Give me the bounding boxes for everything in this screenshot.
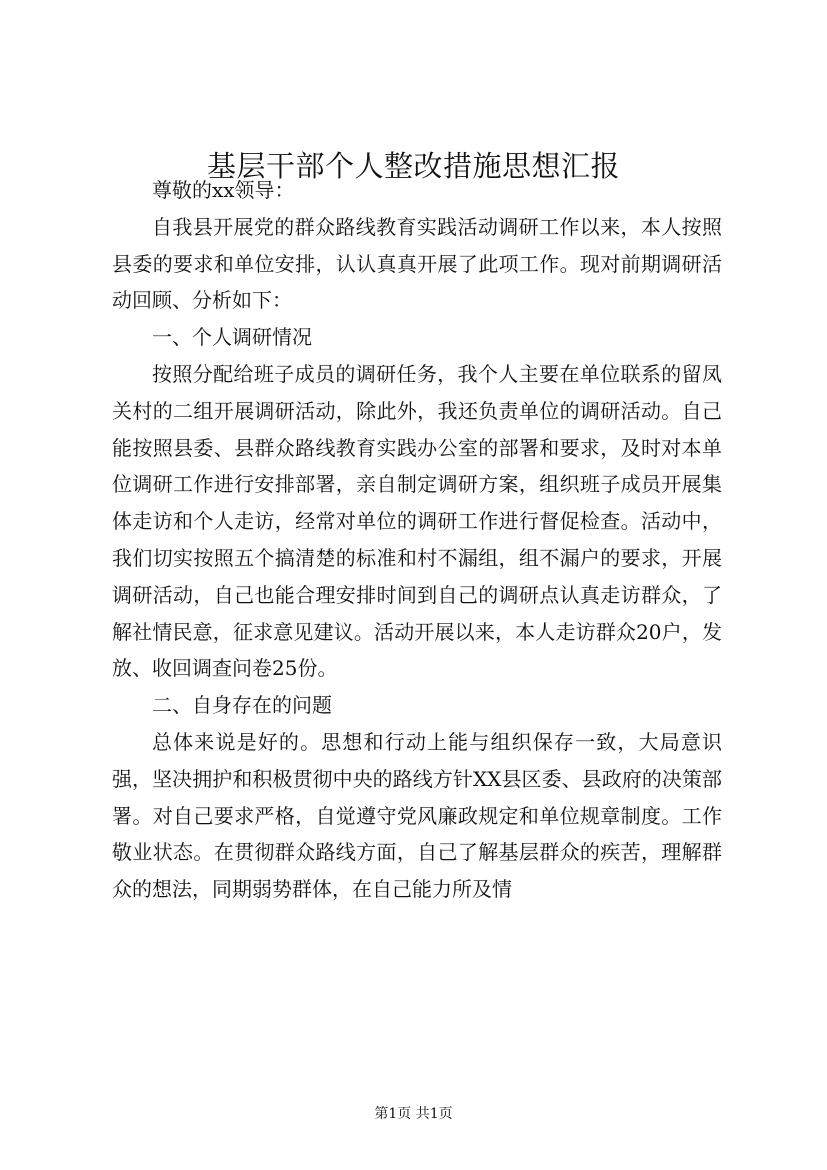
section-heading-2: 二、自身存在的问题 bbox=[152, 693, 332, 718]
document-title: 基层干部个人整改措施思想汇报 bbox=[206, 149, 620, 183]
section-heading-1: 一、个人调研情况 bbox=[152, 325, 312, 350]
intro-paragraph: 自我县开展党的群众路线教育实践活动调研工作以来，本人按照县委的要求和单位安排，认认真真开展了此项工作。现对前期调研活动回顾、分析如下： bbox=[112, 214, 722, 313]
section-2-paragraph: 总体来说是好的。思想和行动上能与组织保存一致，大局意识强，坚决拥护和积极贯彻中央的路线方针XX县区委、县政府的决策部署。对自己要求严格，自觉遵守党风廉政规定和单位规章制度。工作敬业状态。在贯彻群众路线方面，自己了解基层群众的疾苦，理解群众的想法，同期弱势群体，在自己能力所及情 bbox=[112, 729, 722, 902]
section-1-paragraph: 按照分配给班子成员的调研任务，我个人主要在单位联系的留凤关村的二组开展调研活动，除此外，我还负责单位的调研活动。自己能按照县委、县群众路线教育实践办公室的部署和要求，及时对本单位调研工作进行安排部署，亲自制定调研方案，组织班子成员开展集体走访和个人走访，经常对单位的调研工作进行督促检查。活动中，我们切实按照五个搞清楚的标准和村不漏组，组不漏户的要求，开展调研活动，自己也能合理安排时间到自己的调研点认真走访群众，了解社情民意，征求意见建议。活动开展以来，本人走访群众20户，发放、收回调查问卷25份。 bbox=[112, 361, 722, 681]
document-body bbox=[112, 172, 722, 908]
page-footer: 第1页 共1页 bbox=[374, 1106, 453, 1122]
salutation: 尊敬的xx领导： bbox=[152, 178, 295, 202]
